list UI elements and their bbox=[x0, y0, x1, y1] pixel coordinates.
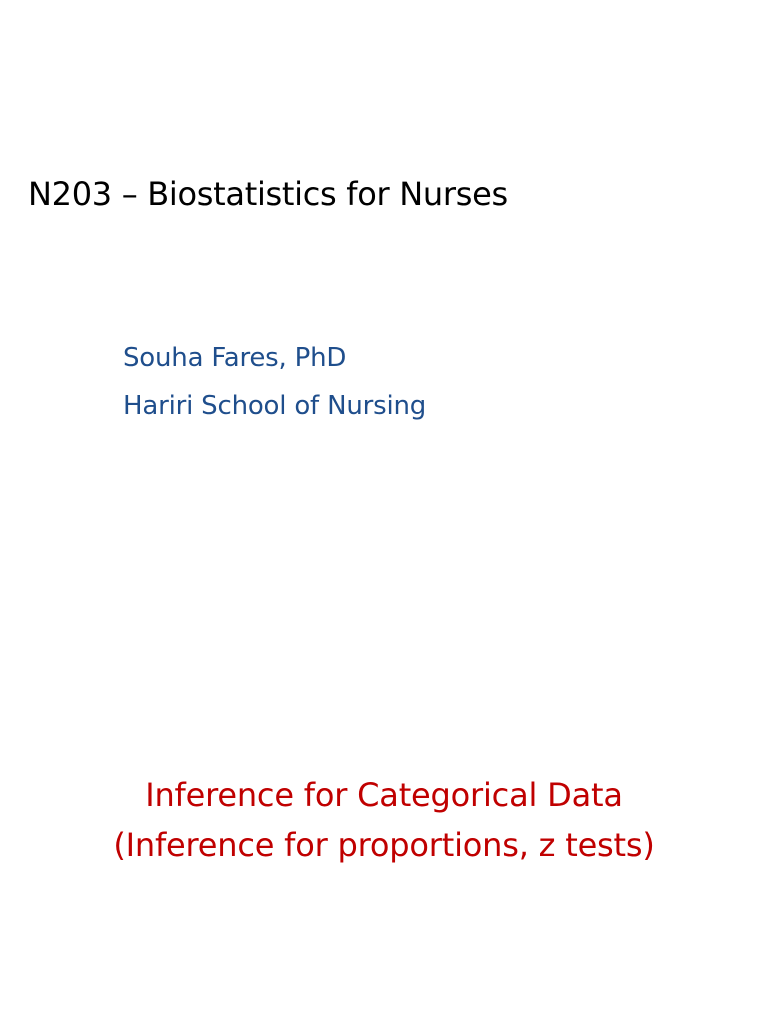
lecture-topic bbox=[0, 770, 768, 870]
author-block bbox=[123, 334, 426, 430]
topic-line-2: (Inference for proportions, z tests) bbox=[113, 826, 655, 864]
author-affiliation: Hariri School of Nursing bbox=[123, 391, 427, 421]
topic-line-1: Inference for Categorical Data bbox=[145, 776, 623, 814]
author-name: Souha Fares, PhD bbox=[123, 343, 347, 373]
course-title: N203 – Biostatistics for Nurses bbox=[28, 175, 508, 213]
